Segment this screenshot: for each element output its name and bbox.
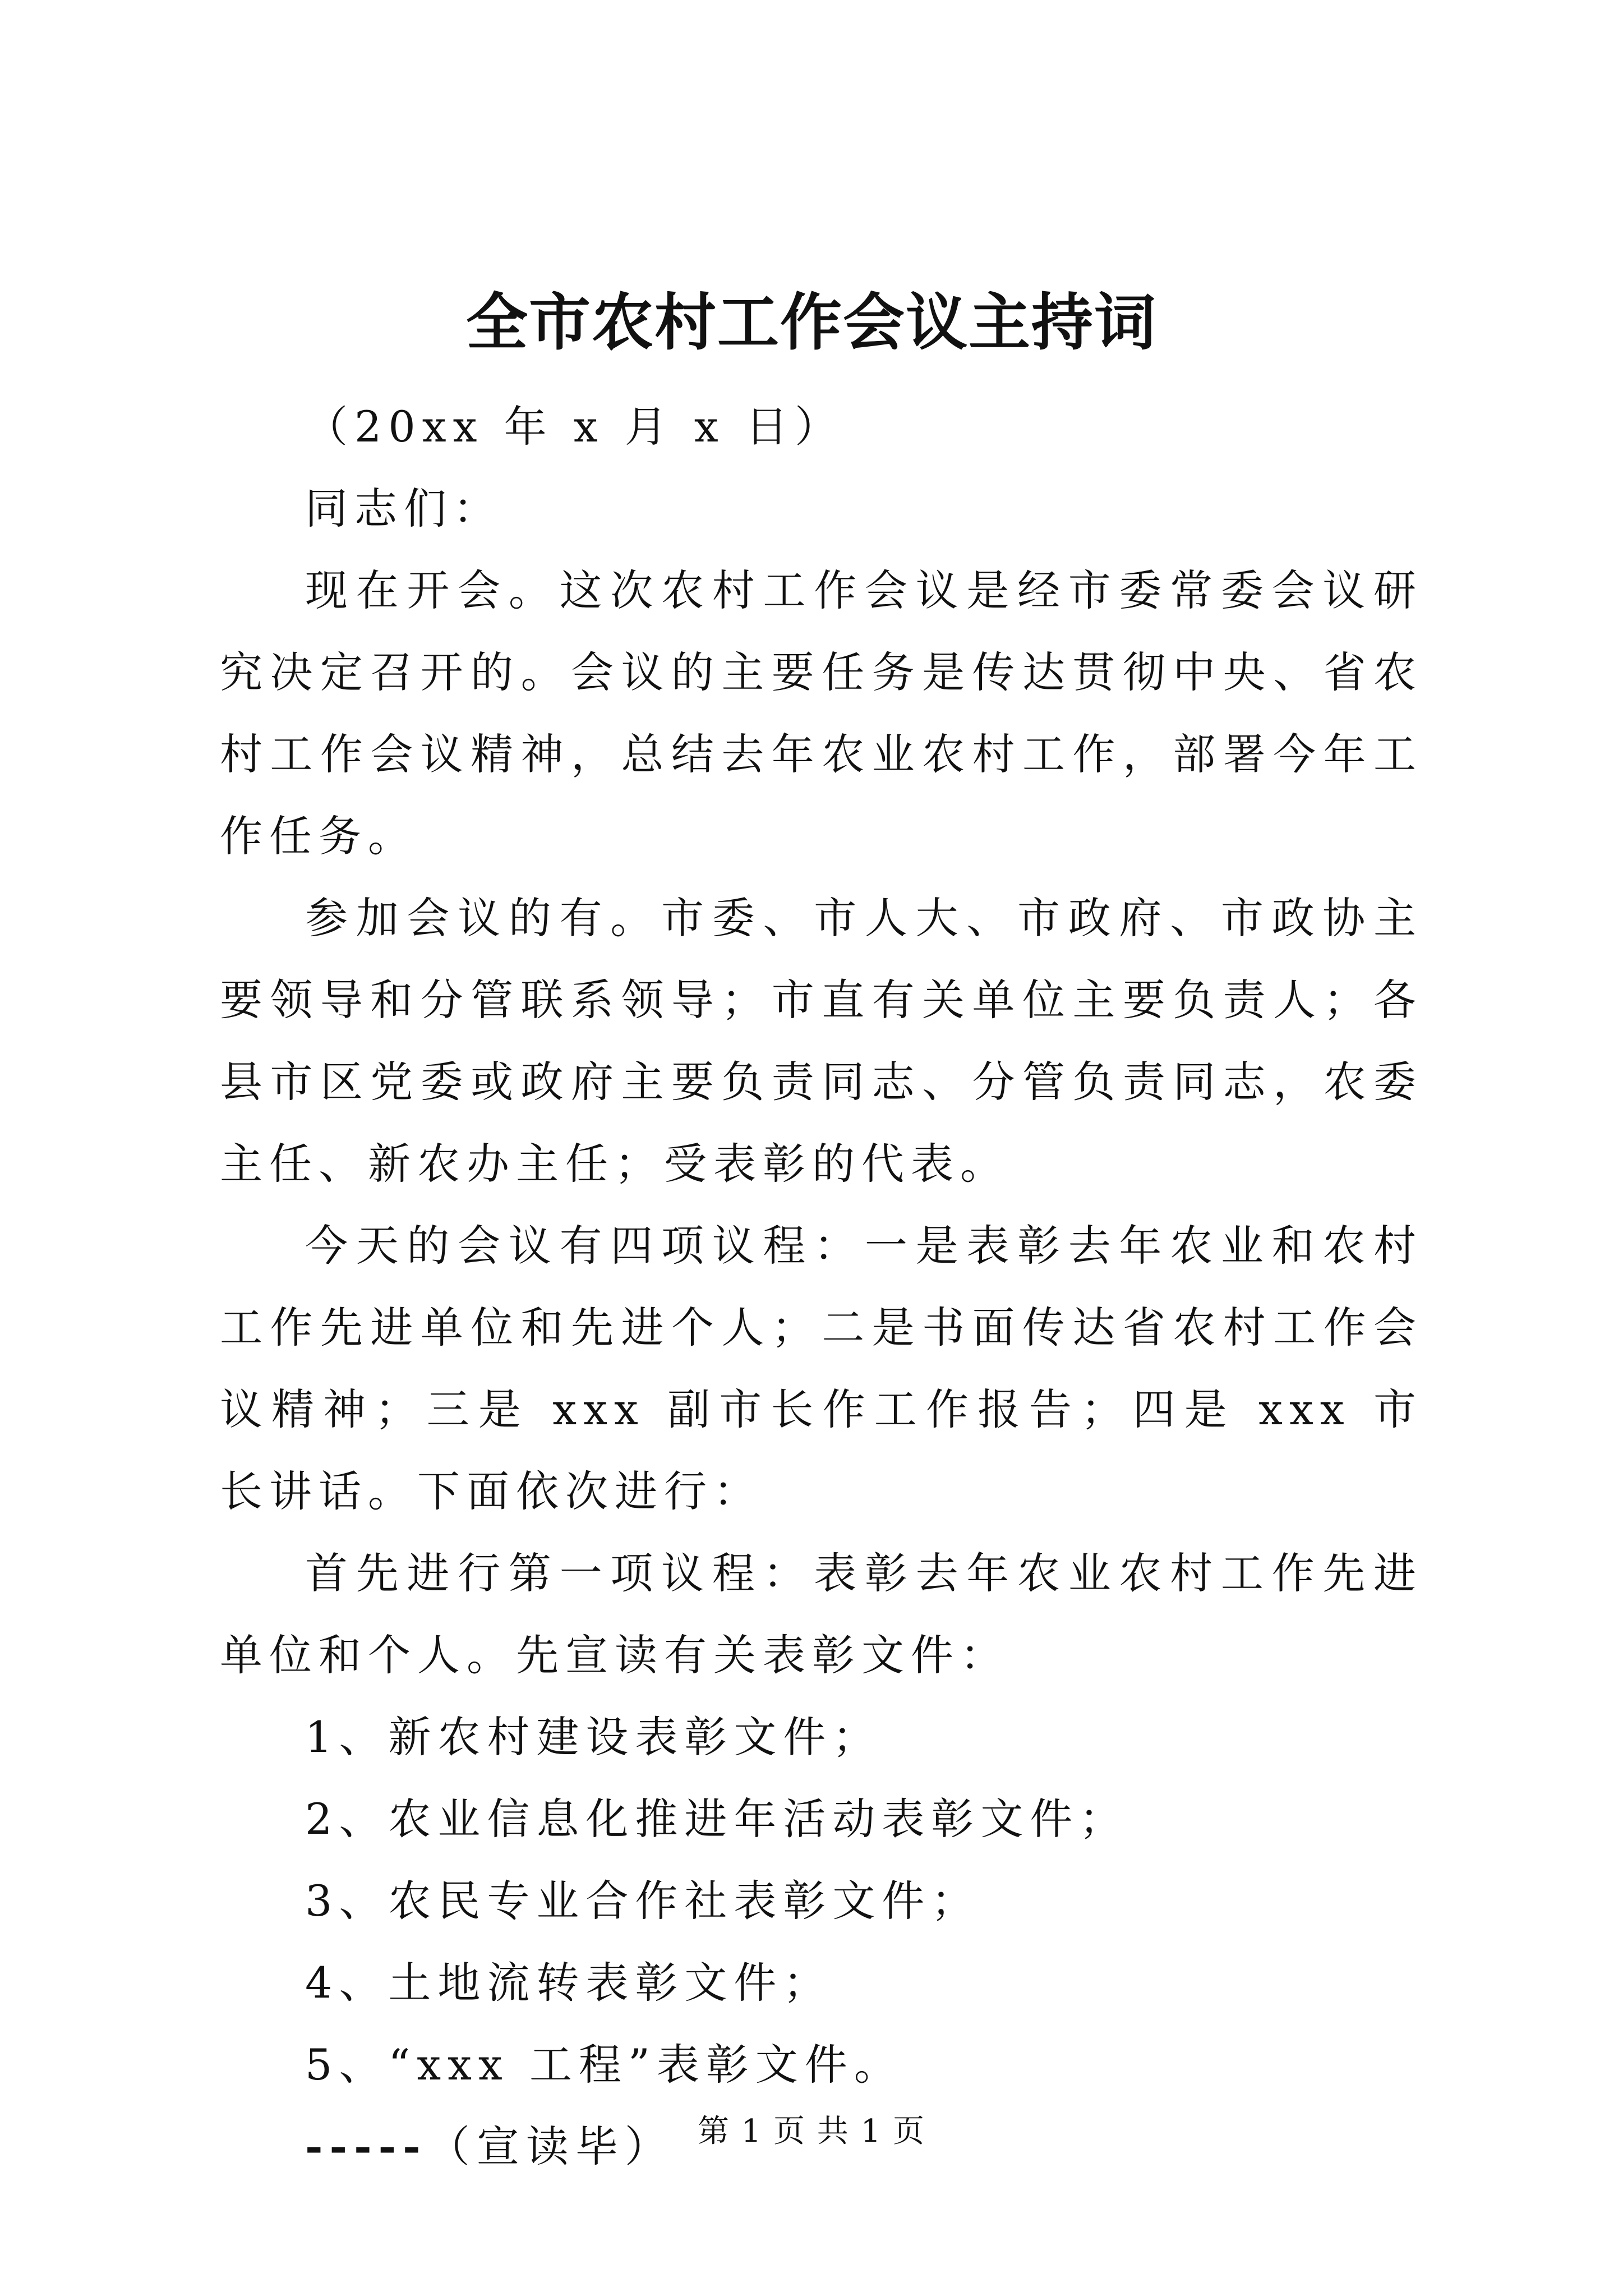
list-item: 1、新农村建设表彰文件；: [305, 1712, 882, 1762]
list-item: 5、“xxx 工程”表彰文件。: [305, 2040, 903, 2090]
list-item: 4、土地流转表彰文件；: [305, 1958, 833, 2008]
document-body: [220, 386, 1423, 2188]
document-title: 全市农村工作会议主持词: [466, 286, 1157, 358]
greeting: 同志们：: [305, 484, 502, 533]
paragraph-agenda: 今天的会议有四项议程：一是表彰去年农业和农村工作先进单位和先进个人；二是书面传达省农村工作会议精神；三是 xxx 副市长作工作报告；四是 xxx 市长讲话。下面依次进行：: [220, 1221, 1423, 1516]
date-line: （20xx 年 x 月 x 日）: [305, 402, 844, 452]
closing-text: （宣读毕）: [427, 2122, 674, 2171]
paragraph-attendees: 参加会议的有。市委、市人大、市政府、市政协主要领导和分管联系领导；市直有关单位主要负责人；各县市区党委或政府主要负责同志、分管负责同志，农委主任、新农办主任；受表彰的代表。: [220, 893, 1423, 1189]
paragraph-first-item: 首先进行第一项议程：表彰去年农业农村工作先进单位和个人。先宣读有关表彰文件：: [220, 1548, 1423, 1680]
list-item: 2、农业信息化推进年活动表彰文件；: [305, 1794, 1129, 1844]
page-footer: 第 1 页 共 1 页: [697, 2113, 926, 2150]
list-item: 3、农民专业合作社表彰文件；: [305, 1876, 981, 1926]
paragraph-opening: 现在开会。这次农村工作会议是经市委常委会议研究决定召开的。会议的主要任务是传达贯彻中央、省农村工作会议精神，总结去年农业农村工作，部署今年工作任务。: [220, 565, 1423, 861]
closing-dash: -----: [305, 2122, 427, 2171]
